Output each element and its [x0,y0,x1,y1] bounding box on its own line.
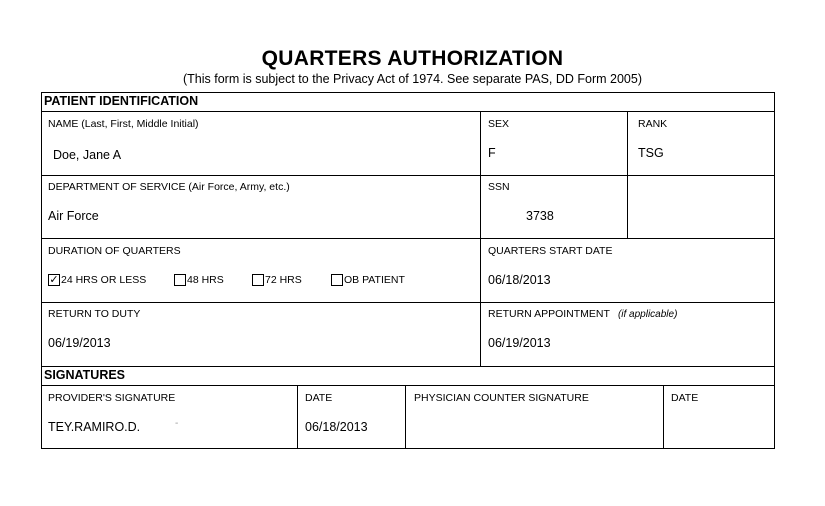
date2-label: DATE [671,392,699,404]
return-appointment-value[interactable]: 06/19/2013 [488,336,551,350]
return-appointment-label [488,308,677,320]
form-title: QUARTERS AUTHORIZATION [261,47,564,70]
checkbox-48hrs-box[interactable] [174,274,186,286]
return-to-duty-value[interactable]: 06/19/2013 [48,336,111,350]
checkbox-ob-patient[interactable] [331,274,405,286]
date1-value[interactable]: 06/18/2013 [305,420,368,434]
date1-label: DATE [305,392,333,404]
checkbox-24hrs[interactable] [48,274,146,286]
department-label: DEPARTMENT OF SERVICE (Air Force, Army, etc.) [48,181,290,193]
quarters-start-label: QUARTERS START DATE [488,245,613,257]
checkbox-72hrs-box[interactable] [252,274,264,286]
checkbox-ob-patient-label: OB PATIENT [344,274,405,287]
checkbox-ob-patient-box[interactable] [331,274,343,286]
rank-label: RANK [638,118,668,130]
physician-counter-signature-label: PHYSICIAN COUNTER SIGNATURE [414,392,589,404]
name-value[interactable]: Doe, Jane A [53,148,122,162]
return-appointment-text: RETURN APPOINTMENT [488,308,610,320]
provider-signature-label: PROVIDER'S SIGNATURE [48,392,176,404]
checkbox-24hrs-box[interactable]: ✓ [49,274,59,287]
department-value[interactable]: Air Force [48,209,99,223]
sex-label: SEX [488,118,510,130]
provider-signature-value[interactable]: TEY.RAMIRO.D. [48,420,141,434]
provider-signature-extra: - [175,418,179,429]
checkbox-72hrs[interactable] [252,274,302,286]
checkbox-24hrs-label: 24 HRS OR LESS [61,274,147,287]
duration-label: DURATION OF QUARTERS [48,245,181,257]
section-signatures: SIGNATURES [44,368,126,382]
checkbox-48hrs[interactable] [174,274,224,286]
return-appointment-note: (if applicable) [617,309,678,320]
sex-value[interactable]: F [488,146,496,160]
name-label: NAME (Last, First, Middle Initial) [48,118,199,130]
checkbox-72hrs-label: 72 HRS [265,274,302,287]
quarters-start-value[interactable]: 06/18/2013 [488,273,551,287]
rank-value[interactable]: TSG [638,146,664,160]
ssn-label: SSN [488,181,510,193]
checkbox-48hrs-label: 48 HRS [187,274,224,287]
return-to-duty-label: RETURN TO DUTY [48,308,141,320]
form-subtitle: (This form is subject to the Privacy Act of 1974. See separate PAS, DD Form 2005) [183,72,642,86]
ssn-value[interactable]: 3738 [526,209,554,223]
section-patient-identification: PATIENT IDENTIFICATION [44,94,199,108]
